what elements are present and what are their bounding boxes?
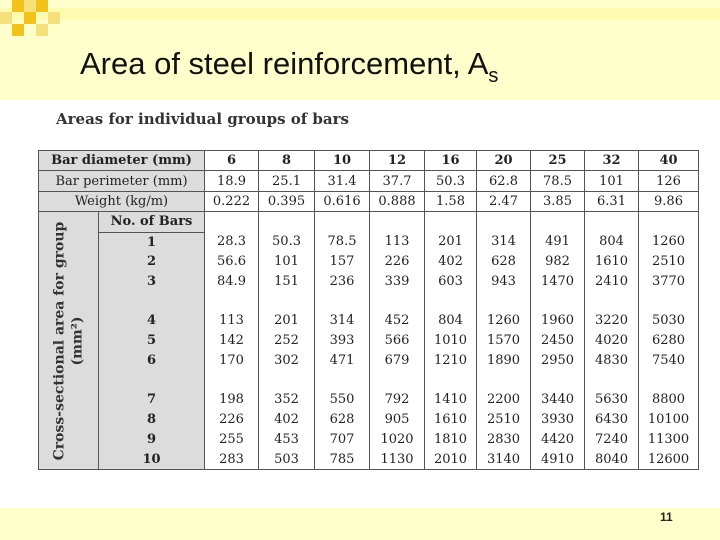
area-cell: 10100: [639, 410, 699, 430]
bar-perimeter-cell: 126: [639, 171, 699, 191]
no-of-bars-cell: 8: [99, 410, 205, 430]
table-row: [39, 232, 699, 252]
empty-cell: [370, 212, 425, 232]
spacer-cell: [315, 292, 370, 311]
spacer-cell: [585, 371, 639, 390]
empty-cell: [585, 212, 639, 232]
corner-square: [0, 12, 12, 24]
spacer-cell: [425, 371, 477, 390]
area-cell: 2950: [531, 351, 585, 371]
bar-diameter-cell: 32: [585, 151, 639, 171]
area-cell: 84.9: [205, 272, 259, 292]
bar-perimeter-cell: 25.1: [259, 171, 315, 191]
area-cell: 4020: [585, 331, 639, 351]
corner-square: [24, 0, 36, 12]
area-cell: 236: [315, 272, 370, 292]
bar-weight-cell: 2.47: [477, 191, 531, 211]
area-cell: 393: [315, 331, 370, 351]
table-caption: Areas for individual groups of bars: [56, 110, 349, 128]
area-cell: 252: [259, 331, 315, 351]
corner-decoration: [0, 0, 70, 40]
area-cell: 1010: [425, 331, 477, 351]
no-of-bars-cell: 4: [99, 311, 205, 331]
area-cell: 28.3: [205, 232, 259, 252]
vertical-label-line1: Cross-sectional area for group: [51, 221, 67, 460]
area-cell: 471: [315, 351, 370, 371]
empty-cell: [425, 212, 477, 232]
bar-area-table: [38, 150, 699, 470]
area-cell: 1960: [531, 311, 585, 331]
area-cell: 550: [315, 390, 370, 410]
table-row: [39, 430, 699, 450]
area-cell: 3140: [477, 449, 531, 469]
bar-diameter-cell: 10: [315, 151, 370, 171]
bar-weight-cell: 9.86: [639, 191, 699, 211]
no-of-bars-cell: 9: [99, 430, 205, 450]
area-cell: 226: [370, 252, 425, 272]
area-cell: 8040: [585, 449, 639, 469]
area-cell: 2830: [477, 430, 531, 450]
empty-cell: [315, 212, 370, 232]
area-cell: 255: [205, 430, 259, 450]
spacer-cell: [639, 371, 699, 390]
bar-diameter-cell: 6: [205, 151, 259, 171]
area-cell: 2410: [585, 272, 639, 292]
bottom-band: [0, 508, 720, 540]
bar-perimeter-cell: 78.5: [531, 171, 585, 191]
bar-weight-cell: 3.85: [531, 191, 585, 211]
area-cell: 503: [259, 449, 315, 469]
area-cell: 804: [585, 232, 639, 252]
spacer-cell: [259, 371, 315, 390]
area-cell: 1210: [425, 351, 477, 371]
corner-square: [24, 12, 36, 24]
area-cell: 7240: [585, 430, 639, 450]
slide-title: [80, 46, 499, 87]
area-cell: 339: [370, 272, 425, 292]
area-cell: 198: [205, 390, 259, 410]
page-number: 11: [660, 510, 673, 524]
bar-weight-cell: 6.31: [585, 191, 639, 211]
bar-perimeter-row: [39, 171, 699, 191]
corner-square: [12, 0, 24, 12]
spacer-cell: [205, 371, 259, 390]
corner-square: [36, 24, 48, 36]
table-row: [39, 331, 699, 351]
area-cell: 1260: [477, 311, 531, 331]
area-cell: 453: [259, 430, 315, 450]
table-row: [39, 311, 699, 331]
spacer-row: [39, 292, 699, 311]
table-row: [39, 410, 699, 430]
spacer-cell: [259, 292, 315, 311]
area-cell: 2510: [477, 410, 531, 430]
bar-diameter-cell: 8: [259, 151, 315, 171]
area-cell: 8800: [639, 390, 699, 410]
area-cell: 1810: [425, 430, 477, 450]
area-cell: 7540: [639, 351, 699, 371]
area-cell: 1470: [531, 272, 585, 292]
corner-square: [48, 12, 60, 24]
area-cell: 3220: [585, 311, 639, 331]
spacer-cell: [425, 292, 477, 311]
bar-diameter-cell: 25: [531, 151, 585, 171]
area-cell: 4830: [585, 351, 639, 371]
bar-weight-label: Weight (kg/m): [39, 191, 205, 211]
spacer-cell: [531, 371, 585, 390]
area-cell: 1610: [585, 252, 639, 272]
area-cell: 5630: [585, 390, 639, 410]
area-cell: 628: [315, 410, 370, 430]
area-cell: 56.6: [205, 252, 259, 272]
area-cell: 157: [315, 252, 370, 272]
no-of-bars-cell: 5: [99, 331, 205, 351]
no-of-bars-cell: 10: [99, 449, 205, 469]
bar-perimeter-cell: 62.8: [477, 171, 531, 191]
bar-perimeter-cell: 50.3: [425, 171, 477, 191]
area-cell: 1260: [639, 232, 699, 252]
slide-title-text: Area of steel reinforcement, A: [80, 46, 489, 81]
no-of-bars-label: No. of Bars: [99, 212, 205, 232]
spacer-cell: [315, 371, 370, 390]
no-of-bars-cell: 3: [99, 272, 205, 292]
area-cell: 283: [205, 449, 259, 469]
area-cell: 2510: [639, 252, 699, 272]
empty-cell: [531, 212, 585, 232]
area-cell: 314: [315, 311, 370, 331]
empty-cell: [205, 212, 259, 232]
area-cell: 101: [259, 252, 315, 272]
spacer-cell: [99, 292, 205, 311]
bar-diameter-label: Bar diameter (mm): [39, 151, 205, 171]
corner-square: [12, 24, 24, 36]
bar-perimeter-cell: 101: [585, 171, 639, 191]
spacer-cell: [639, 292, 699, 311]
spacer-cell: [477, 371, 531, 390]
area-cell: 1890: [477, 351, 531, 371]
bar-perimeter-label: Bar perimeter (mm): [39, 171, 205, 191]
vertical-label-line2: (mm²): [68, 316, 85, 366]
area-cell: 1020: [370, 430, 425, 450]
empty-cell: [639, 212, 699, 232]
area-cell: 628: [477, 252, 531, 272]
area-cell: 3770: [639, 272, 699, 292]
no-of-bars-cell: 6: [99, 351, 205, 371]
area-cell: 491: [531, 232, 585, 252]
area-cell: 603: [425, 272, 477, 292]
area-cell: 2010: [425, 449, 477, 469]
area-cell: 3440: [531, 390, 585, 410]
area-cell: 2450: [531, 331, 585, 351]
area-cell: 792: [370, 390, 425, 410]
area-cell: 78.5: [315, 232, 370, 252]
area-cell: 226: [205, 410, 259, 430]
area-cell: 4910: [531, 449, 585, 469]
area-cell: 201: [425, 232, 477, 252]
bar-weight-cell: 0.222: [205, 191, 259, 211]
no-of-bars-cell: 1: [99, 232, 205, 252]
bar-perimeter-cell: 31.4: [315, 171, 370, 191]
bar-perimeter-cell: 18.9: [205, 171, 259, 191]
bar-weight-cell: 0.395: [259, 191, 315, 211]
table-row: [39, 390, 699, 410]
area-cell: 113: [370, 232, 425, 252]
area-cell: 804: [425, 311, 477, 331]
cross-section-area-label: [39, 212, 99, 470]
table-row: [39, 272, 699, 292]
spacer-cell: [531, 292, 585, 311]
area-cell: 142: [205, 331, 259, 351]
area-cell: 201: [259, 311, 315, 331]
area-cell: 6280: [639, 331, 699, 351]
area-cell: 170: [205, 351, 259, 371]
area-cell: 982: [531, 252, 585, 272]
no-of-bars-cell: 7: [99, 390, 205, 410]
bar-weight-cell: 1.58: [425, 191, 477, 211]
area-cell: 151: [259, 272, 315, 292]
top-stripe: [0, 8, 720, 20]
area-cell: 402: [259, 410, 315, 430]
area-cell: 1570: [477, 331, 531, 351]
bar-diameter-cell: 40: [639, 151, 699, 171]
area-cell: 113: [205, 311, 259, 331]
area-cell: 302: [259, 351, 315, 371]
area-cell: 3930: [531, 410, 585, 430]
area-cell: 12600: [639, 449, 699, 469]
bar-diameter-cell: 20: [477, 151, 531, 171]
area-cell: 11300: [639, 430, 699, 450]
area-cell: 452: [370, 311, 425, 331]
spacer-cell: [477, 292, 531, 311]
table-row: [39, 351, 699, 371]
area-cell: 5030: [639, 311, 699, 331]
area-cell: 1610: [425, 410, 477, 430]
empty-cell: [259, 212, 315, 232]
area-cell: 679: [370, 351, 425, 371]
area-cell: 943: [477, 272, 531, 292]
area-cell: 785: [315, 449, 370, 469]
table-row: [39, 449, 699, 469]
area-cell: 4420: [531, 430, 585, 450]
bar-diameter-cell: 16: [425, 151, 477, 171]
bar-perimeter-cell: 37.7: [370, 171, 425, 191]
area-cell: 707: [315, 430, 370, 450]
bar-weight-cell: 0.888: [370, 191, 425, 211]
area-cell: 2200: [477, 390, 531, 410]
bar-diameter-cell: 12: [370, 151, 425, 171]
area-cell: 1410: [425, 390, 477, 410]
no-of-bars-row: [39, 212, 699, 232]
slide-title-subscript: s: [488, 65, 499, 87]
area-cell: 402: [425, 252, 477, 272]
area-cell: 905: [370, 410, 425, 430]
area-cell: 314: [477, 232, 531, 252]
cross-section-area-text: [51, 221, 86, 460]
spacer-cell: [370, 292, 425, 311]
bar-diameter-row: [39, 151, 699, 171]
area-cell: 6430: [585, 410, 639, 430]
area-cell: 352: [259, 390, 315, 410]
empty-cell: [477, 212, 531, 232]
spacer-cell: [205, 292, 259, 311]
bar-weight-cell: 0.616: [315, 191, 370, 211]
spacer-cell: [585, 292, 639, 311]
table-row: [39, 252, 699, 272]
area-cell: 50.3: [259, 232, 315, 252]
spacer-cell: [370, 371, 425, 390]
area-cell: 1130: [370, 449, 425, 469]
no-of-bars-cell: 2: [99, 252, 205, 272]
spacer-cell: [99, 371, 205, 390]
bar-weight-row: [39, 191, 699, 211]
area-cell: 566: [370, 331, 425, 351]
spacer-row: [39, 371, 699, 390]
corner-square: [36, 0, 48, 12]
